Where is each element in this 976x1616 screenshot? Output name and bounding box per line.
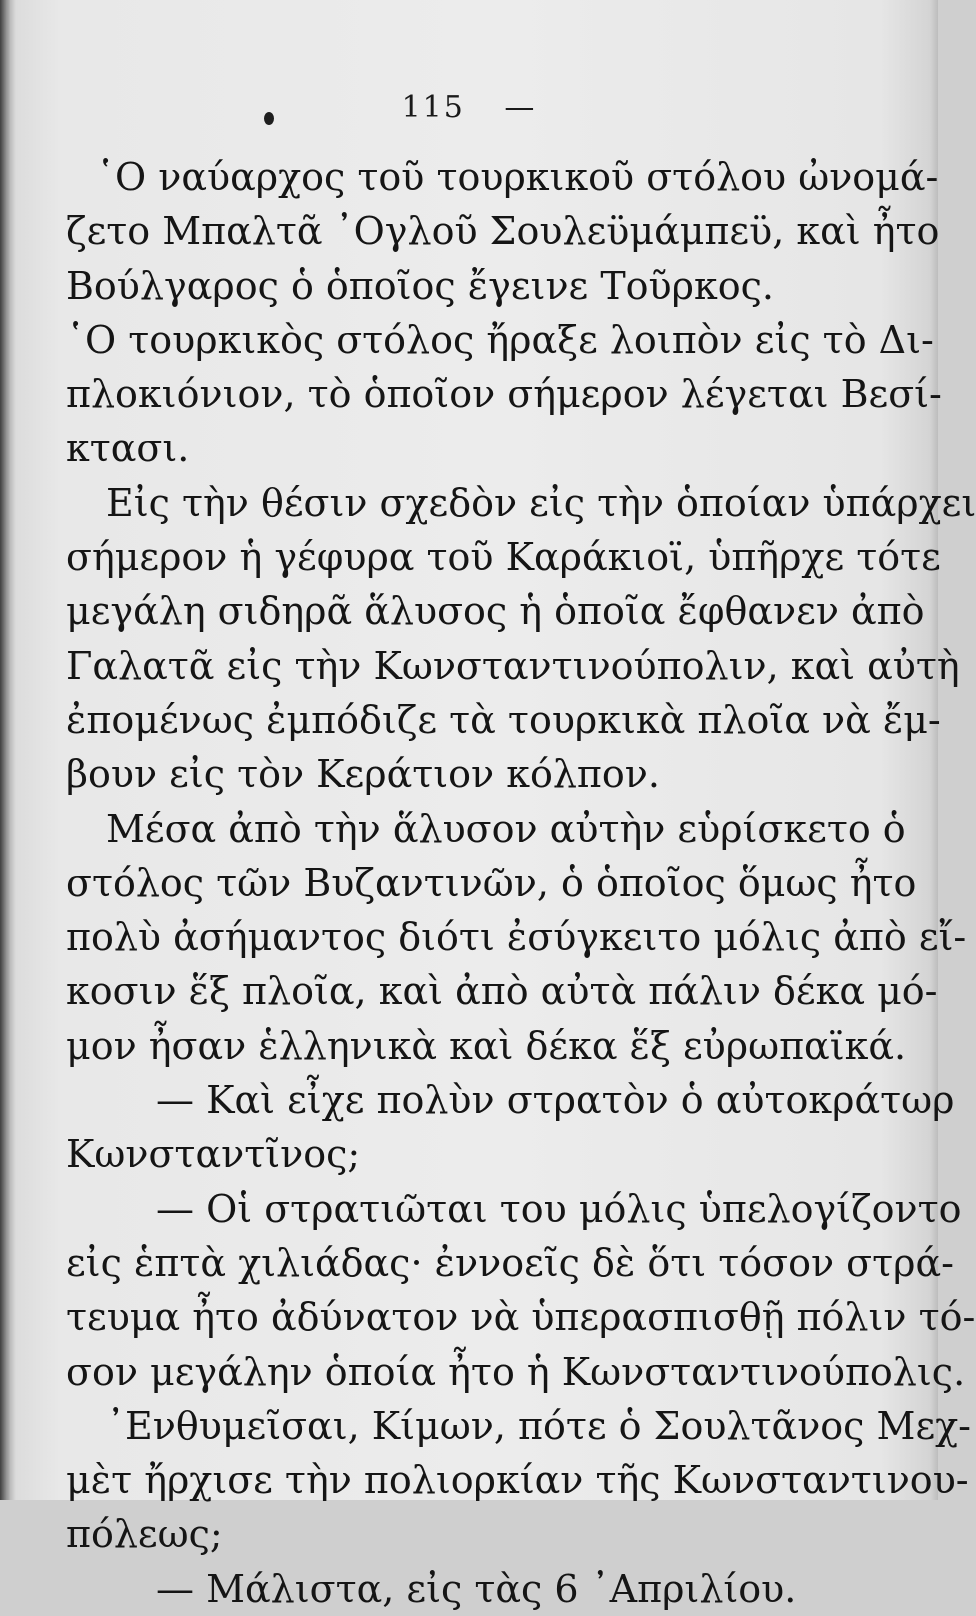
text-line: σον μεγάλην ὁποία ἦτο ἡ Κωνσταντινούπολις. — [66, 1349, 966, 1394]
text-line: στόλος τῶν Βυζαντινῶν, ὁ ὁποῖος ὅμως ἦτο — [66, 860, 917, 905]
header-dash: — — [504, 90, 537, 125]
text-line: Εἰς τὴν θέσιν σχεδὸν εἰς τὴν ὁποίαν ὑπάρχει — [106, 480, 976, 525]
text-line: πολὺ ἀσήμαντος διότι ἐσύγκειτο μόλις ἀπὸ εἴ- — [66, 915, 967, 960]
text-line: ῾Ο ναύαρχος τοῦ τουρκικοῦ στόλου ὠνομά- — [96, 155, 939, 199]
text-line: Μέσα ἀπὸ τὴν ἅλυσον αὐτὴν εὑρίσκετο ὁ — [106, 806, 906, 851]
text-line: μεγάλη σιδηρᾶ ἅλυσος ἡ ὁποῖα ἔφθανεν ἀπὸ — [66, 589, 925, 634]
text-line: Γαλατᾶ εἰς τὴν Κωνσταντινούπολιν, καὶ αὐτὴ — [66, 643, 960, 688]
text-line: ἐπομένως ἐμπόδιζε τὰ τουρκικὰ πλοῖα νὰ ἔμ- — [66, 697, 941, 742]
text-line: εἰς ἑπτὰ χιλιάδας· ἐννοεῖς δὲ ὅτι τόσον στρά- — [66, 1240, 954, 1285]
text-line: βουν εἰς τὸν Κεράτιον κόλπον. — [66, 752, 660, 797]
text-line: τευμα ἦτο ἀδύνατον νὰ ὑπερασπισθῇ πόλιν τό- — [66, 1295, 976, 1340]
text-line: πόλεως; — [66, 1512, 223, 1557]
page-header — [0, 90, 938, 125]
text-line: σήμερον ἡ γέφυρα τοῦ Καράκιοϊ, ὑπῆρχε τότε — [66, 535, 941, 580]
text-line: πλοκιόνιον, τὸ ὁποῖον σήμερον λέγεται Βεσί- — [66, 372, 942, 417]
text-line: μον ἦσαν ἑλληνικὰ καὶ δέκα ἕξ εὐρωπαϊκά. — [66, 1023, 907, 1068]
text-line: ῾Ο τουρκικὸς στόλος ἤραξε λοιπὸν εἰς τὸ Δι- — [66, 317, 934, 362]
text-line: Κωνσταντῖνος; — [66, 1132, 361, 1177]
text-line: μὲτ ἤρχισε τὴν πολιορκίαν τῆς Κωνσταντινου- — [66, 1458, 969, 1503]
binding-shadow — [0, 0, 10, 1500]
text-line: — Καὶ εἶχε πολὺν στρατὸν ὁ αὐτοκράτωρ — [156, 1078, 955, 1123]
text-line: ᾿Ενθυμεῖσαι, Κίμων, πότε ὁ Σουλτᾶνος Μεχ- — [106, 1403, 972, 1448]
text-line: Βούλγαρος ὁ ὁποῖος ἔγεινε Τοῦρκος. — [66, 263, 774, 308]
text-line: κοσιν ἕξ πλοῖα, καὶ ἀπὸ αὐτὰ πάλιν δέκα μό- — [66, 969, 938, 1014]
page-number: 115 — [401, 90, 465, 125]
text-line: κτασι. — [66, 426, 190, 471]
body-text — [66, 150, 976, 1616]
text-line: ζετο Μπαλτᾶ ᾿Ογλοῦ Σουλεϋμάμπεϋ, καὶ ἦτο — [66, 209, 940, 254]
text-line: — Οἱ στρατιῶται του μόλις ὑπελογίζοντο — [156, 1186, 962, 1231]
text-line: — Μάλιστα, εἰς τὰς 6 ᾿Απριλίου. — [156, 1566, 797, 1611]
